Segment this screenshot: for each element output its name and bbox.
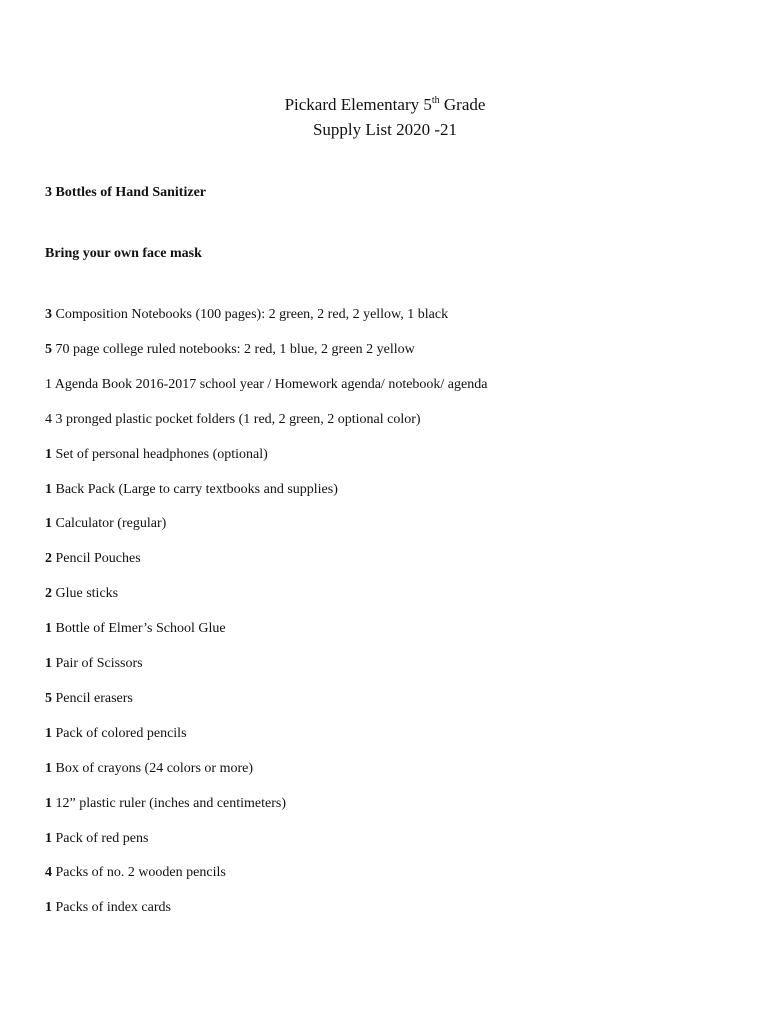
supply-list-item bbox=[45, 481, 338, 499]
supply-list-item bbox=[45, 725, 187, 743]
supply-list-item bbox=[45, 376, 487, 394]
item-description: Back Pack (Large to carry textbooks and supplies) bbox=[52, 481, 338, 497]
item-quantity: 1 bbox=[45, 376, 52, 392]
item-description: Agenda Book 2016-2017 school year / Homework agenda/ notebook/ agenda bbox=[52, 376, 488, 392]
supply-list-item bbox=[45, 341, 415, 359]
item-quantity: 1 bbox=[45, 516, 52, 532]
item-quantity: 4 bbox=[45, 411, 52, 427]
supply-list-item bbox=[45, 830, 148, 848]
supply-list-item bbox=[45, 795, 286, 813]
item-description: Pack of red pens bbox=[52, 830, 149, 846]
supply-list-item bbox=[45, 515, 166, 533]
supply-list-item bbox=[45, 655, 143, 673]
supply-list-item bbox=[45, 411, 421, 429]
item-description: Pencil Pouches bbox=[52, 551, 141, 567]
title-line-1 bbox=[0, 92, 770, 117]
item-description: Set of personal headphones (optional) bbox=[52, 446, 268, 462]
item-quantity: 1 bbox=[45, 621, 52, 637]
item-quantity: 1 bbox=[45, 795, 52, 811]
supply-list-item bbox=[45, 620, 226, 638]
supply-list-item bbox=[45, 306, 448, 324]
supply-list-item bbox=[45, 864, 226, 882]
title-grade-word: Grade bbox=[439, 95, 486, 114]
supply-list-item bbox=[45, 760, 253, 778]
item-quantity: 1 bbox=[45, 760, 52, 776]
item-quantity: 5 bbox=[45, 690, 52, 706]
supply-list-item bbox=[45, 690, 133, 708]
item-quantity: 1 bbox=[45, 481, 52, 497]
item-quantity: 1 bbox=[45, 656, 52, 671]
title-school-grade: Pickard Elementary 5 bbox=[284, 95, 432, 114]
item-description: 3 pronged plastic pocket folders (1 red, 2 green, 2 optional color) bbox=[52, 411, 421, 427]
item-quantity: 1 bbox=[45, 900, 52, 916]
item-description: Packs of index cards bbox=[52, 900, 171, 916]
supply-list-item bbox=[45, 446, 268, 464]
item-quantity: 3 bbox=[45, 307, 52, 322]
item-description: Packs of no. 2 wooden pencils bbox=[52, 865, 226, 881]
notice-face-mask: Bring your own face mask bbox=[45, 246, 202, 261]
document-title bbox=[0, 92, 770, 142]
item-quantity: 4 bbox=[45, 865, 52, 881]
item-quantity: 2 bbox=[45, 586, 52, 602]
supply-list-item bbox=[45, 899, 171, 917]
title-ordinal-suffix: th bbox=[431, 95, 440, 106]
item-quantity: 1 bbox=[45, 446, 52, 462]
item-description: Pencil erasers bbox=[52, 690, 133, 706]
title-line-2: Supply List 2020 -21 bbox=[312, 120, 458, 139]
item-description: Glue sticks bbox=[52, 586, 119, 602]
item-description: Composition Notebooks (100 pages): 2 green, 2 red, 2 yellow, 1 black bbox=[52, 307, 449, 322]
item-description: Pack of colored pencils bbox=[52, 725, 187, 741]
item-description: 70 page college ruled notebooks: 2 red, 1 blue, 2 green 2 yellow bbox=[52, 341, 415, 357]
item-quantity: 1 bbox=[45, 830, 52, 846]
item-quantity: 2 bbox=[45, 551, 52, 567]
item-quantity: 5 bbox=[45, 341, 52, 357]
item-description: 12” plastic ruler (inches and centimeters) bbox=[52, 795, 287, 811]
supply-list-item bbox=[45, 550, 141, 568]
item-description: Pair of Scissors bbox=[52, 656, 143, 671]
item-description: Box of crayons (24 colors or more) bbox=[52, 760, 254, 776]
item-description: Bottle of Elmer’s School Glue bbox=[52, 621, 226, 637]
supply-list-item bbox=[45, 585, 118, 603]
item-quantity: 1 bbox=[45, 725, 52, 741]
item-description: Calculator (regular) bbox=[52, 516, 167, 532]
notice-hand-sanitizer: 3 Bottles of Hand Sanitizer bbox=[45, 185, 206, 200]
